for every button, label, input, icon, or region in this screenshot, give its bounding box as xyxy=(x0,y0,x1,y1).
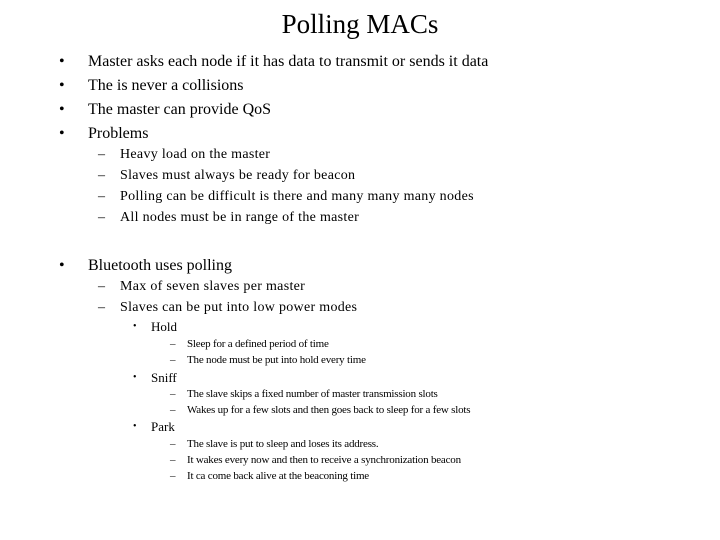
dash-icon: – xyxy=(170,404,176,416)
problem-text: All nodes must be in range of the master xyxy=(120,210,360,225)
mode-detail-text: Sleep for a defined period of time xyxy=(187,338,329,350)
dash-icon: – xyxy=(98,279,106,294)
dash-icon: – xyxy=(170,470,176,482)
bullet-text: Bluetooth uses polling xyxy=(88,257,232,274)
dash-icon: – xyxy=(98,210,106,225)
bullet-icon: • xyxy=(133,321,137,332)
bullet-icon: • xyxy=(59,101,65,118)
mode-detail-text: The node must be put into hold every time xyxy=(187,354,366,366)
dash-icon: – xyxy=(170,438,176,450)
bullet-text: Problems xyxy=(88,125,149,142)
dash-icon: – xyxy=(170,354,176,366)
dash-icon: – xyxy=(98,300,106,315)
mode-detail-text: The slave skips a fixed number of master transmission slots xyxy=(187,388,438,400)
problem-text: Polling can be difficult is there and many many many nodes xyxy=(120,189,474,204)
bullet-text: The is never a collisions xyxy=(88,77,244,94)
bullet-icon: • xyxy=(133,421,137,432)
bullet-text: Master asks each node if it has data to transmit or sends it data xyxy=(88,53,489,70)
bluetooth-point-text: Max of seven slaves per master xyxy=(120,279,306,294)
slide-title: Polling MACs xyxy=(281,9,439,39)
bluetooth-point-text: Slaves can be put into low power modes xyxy=(120,300,358,315)
mode-detail-text: It ca come back alive at the beaconing time xyxy=(187,470,369,482)
mode-detail-text: Wakes up for a few slots and then goes back to sleep for a few slots xyxy=(187,404,471,416)
bullet-text: The master can provide QoS xyxy=(88,101,272,118)
dash-icon: – xyxy=(98,168,106,183)
bullet-icon: • xyxy=(133,372,137,383)
mode-name: Hold xyxy=(151,319,177,334)
dash-icon: – xyxy=(170,338,176,350)
problem-text: Heavy load on the master xyxy=(120,147,271,162)
dash-icon: – xyxy=(98,189,106,204)
dash-icon: – xyxy=(170,388,176,400)
bullet-icon: • xyxy=(59,257,65,274)
mode-name: Sniff xyxy=(151,370,177,385)
dash-icon: – xyxy=(98,147,106,162)
problem-text: Slaves must always be ready for beacon xyxy=(120,168,356,183)
bullet-icon: • xyxy=(59,53,65,70)
bullet-icon: • xyxy=(59,77,65,94)
mode-detail-text: It wakes every now and then to receive a synchronization beacon xyxy=(187,454,461,466)
mode-detail-text: The slave is put to sleep and loses its address. xyxy=(187,438,379,450)
bullet-icon: • xyxy=(59,125,65,142)
mode-name: Park xyxy=(151,419,175,434)
dash-icon: – xyxy=(170,454,176,466)
